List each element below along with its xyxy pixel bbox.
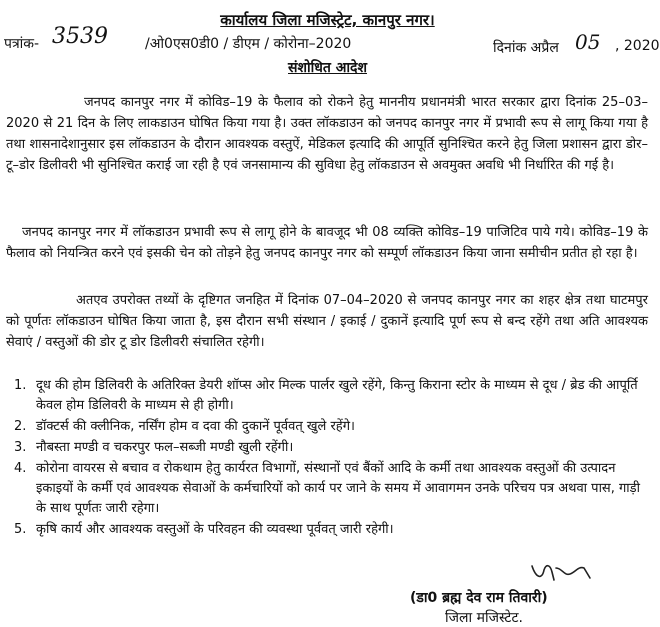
reference-number-handwritten: 3539 — [52, 24, 108, 49]
list-item — [14, 438, 644, 458]
list-item — [14, 459, 644, 519]
order-subtitle: संशोधित आदेश — [288, 60, 367, 76]
paragraph-3: अतएव उपरोक्त तथ्यों के दृष्टिगत जनहित में दिनांक 07–04–2020 से जनपद कानपुर नगर का शहर क्षेत्र तथा घाटमपुर को पूर्णतः लॉकडाउन घोषित किया जाता है, इस दौरान सभी संस्थान / इकाई / दुकानें इत्यादि पूर्ण रूप से बन्द रहेंगे तथा अति आवश्यक सेवाएं / वस्तुओं की डोर टू डोर डिलीवरी संचालित रहेगी। — [6, 293, 648, 350]
list-item-number: 2. — [14, 419, 27, 434]
list-item-text: कोरोना वायरस से बचाव व रोकथाम हेतु कार्यरत विभागों, संस्थानों एवं बैंकों आदि के कर्मी तथा आवश्यक वस्तुओं की उत्पादन इकाइयों के कर्मी एवं आवश्यक सेवाओं के कर्मचारियों को कार्य पर जाने के समय में आवागमन उनके परिचय पत्र अथवा पास, गाड़ी के साथ पूर्णतः जारी रहेगा। — [36, 461, 640, 516]
signatory-designation: जिला मजिस्टेट. — [445, 610, 523, 626]
list-item-text: नौबस्ता मण्डी व चकरपुर फल–सब्जी मण्डी खुली रहेंगी। — [36, 440, 294, 455]
list-item-text: कृषि कार्य और आवश्यक वस्तुओं के परिवहन की व्यवस्था पूर्ववत् जारी रहेगी। — [36, 522, 394, 537]
reference-suffix: /ओ0एस0डी0 / डीएम / कोरोना–2020 — [145, 36, 352, 52]
list-item — [14, 520, 644, 540]
directive-list — [14, 376, 644, 541]
date-year: , 2020 — [615, 38, 660, 54]
list-item — [14, 417, 644, 437]
paragraph-1: जनपद कानपुर नगर में कोविड–19 के फैलाव को रोकने हेतु माननीय प्रधानमंत्री भारत सरकार द्वारा दिनांक 25–03–2020 से 21 दिन के लिए लाकडाउन घोषित किया गया है। उक्त लॉकडाउन को जनपद कानपुर नगर में प्रभावी रूप से लागू किया गया है तथा शासनादेशानुसार इस लॉकडाउन के दौरान आवश्यक वस्तुऐं, मेडिकल इत्यादि की आपूर्ति सुनिश्चित करने हेतु जिला प्रशासन द्वारा डोर–टू–डोर डिलीवरी भी सुनिश्चित कराई जा रही है एवं जनसामान्य की सुविधा हेतु लॉकडाउन से अवमुक्त अवधि भी निर्धारित की गई है। — [6, 95, 648, 173]
office-title: कार्यालय जिला मजिस्ट्रेट, कानपुर नगर। — [220, 11, 435, 29]
reference-label: पत्रांक- — [4, 36, 40, 52]
handwritten-signature — [528, 560, 598, 584]
list-item — [14, 376, 644, 416]
list-item-number: 4. — [14, 461, 27, 476]
list-item-number: 3. — [14, 440, 27, 455]
signatory-name: (डा0 ब्रह्म देव राम तिवारी) — [410, 590, 548, 606]
list-item-number: 5. — [14, 522, 27, 537]
list-item-text: दूध की होम डिलिवरी के अतिरिक्त डेयरी शॉप्स ओर मिल्क पार्लर खुले रहेंगे, किन्तु किराना स्टोर के माध्यम से दूध / ब्रेड की आपूर्ति केवल होम डिलिवरी के माध्यम से ही होगी। — [36, 378, 638, 413]
list-item-text: डॉक्टर्स की क्लीनिक, नर्सिंग होम व दवा की दुकानें पूर्ववत् खुले रहेंगे। — [36, 419, 355, 434]
date-label: दिनांक अप्रैल — [493, 40, 559, 56]
paragraph-2: जनपद कानपुर नगर में लॉकडाउन प्रभावी रूप से लागू होने के बावजूद भी 08 व्यक्ति कोविड–19 पाजिटिव पाये गये। कोविड–19 के फैलाव को नियन्त्रित करने एवं इसकी चेन को तोड़ने हेतु जनपद कानपुर नगर को सम्पूर्ण लॉकडाउन किया जाना समीचीन प्रतीत हो रहा है। — [6, 225, 648, 261]
list-item-number: 1. — [14, 378, 27, 393]
date-day-handwritten: 05 — [575, 30, 601, 54]
